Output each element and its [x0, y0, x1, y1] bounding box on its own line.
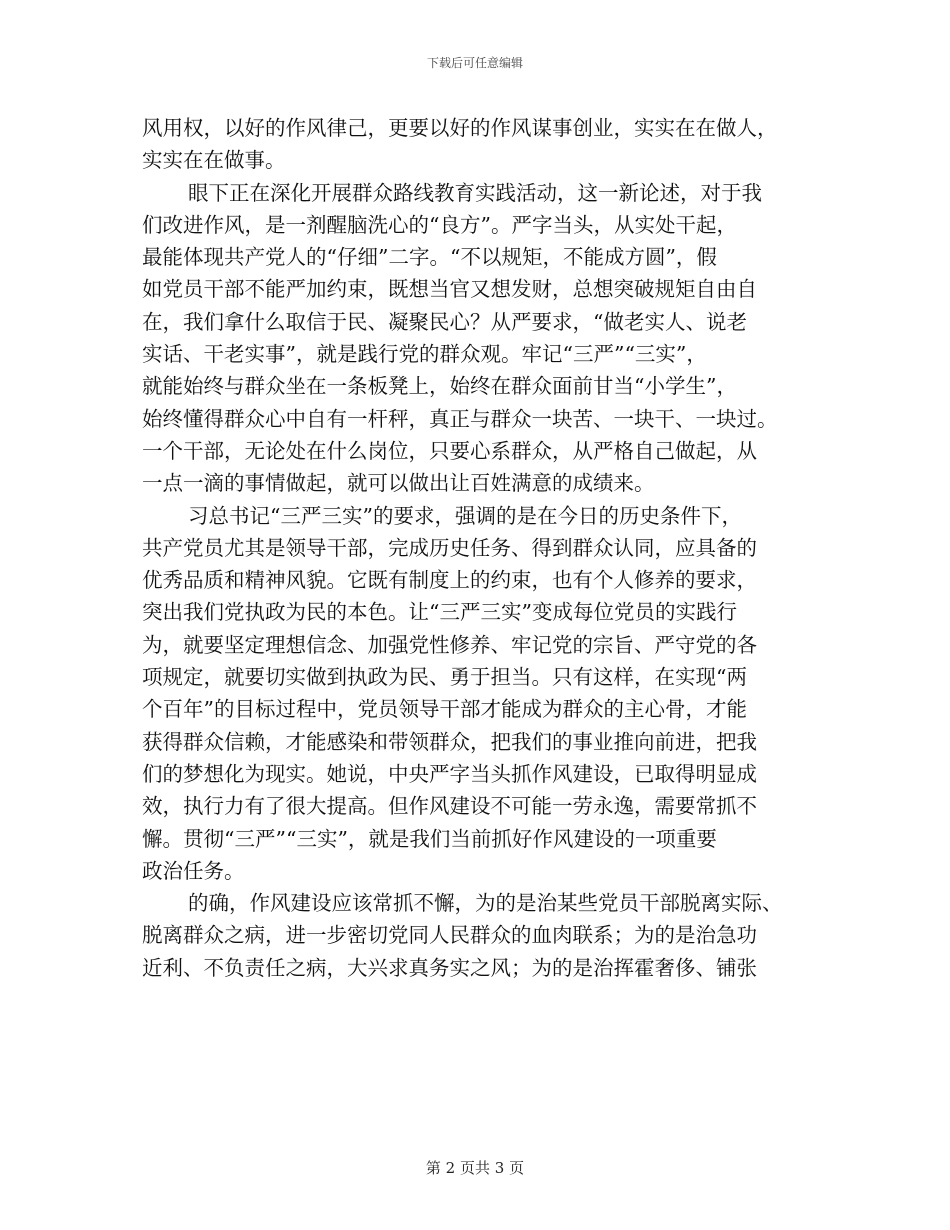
body-text	[142, 112, 812, 984]
text-line: 始终懂得群众心中自有一杆秤，真正与群众一块苦、一块干、一块过。	[142, 406, 778, 431]
text-line: 政治任务。	[142, 858, 245, 883]
text-line: 共产党员尤其是领导干部，完成历史任务、得到群众认同，应具备的	[142, 535, 757, 560]
text-line: 一点一滴的事情做起，就可以做出让百姓满意的成绩来。	[142, 471, 655, 496]
text-line: 一个干部，无论处在什么岗位，只要心系群众，从严格自己做起，从	[142, 438, 757, 463]
text-line: 实话、干老实事”，就是践行党的群众观。牢记“三严”“三实”，	[142, 342, 707, 367]
text-line: 最能体现共产党人的“仔细”二字。“不以规矩，不能成方圆”，假	[142, 245, 717, 270]
text-line: 个百年”的目标过程中，党员领导干部才能成为群众的主心骨，才能	[142, 697, 747, 722]
text-line: 懈。贯彻“三严”“三实”，就是我们当前抓好作风建设的一项重要	[142, 826, 717, 851]
text-line: 获得群众信赖，才能感染和带领群众，把我们的事业推向前进，把我	[142, 729, 757, 754]
page-number: 第 2 页共 3 页	[425, 1159, 525, 1177]
text-line: 为，就要坚定理想信念、加强党性修养、牢记党的宗旨、严守党的各	[142, 632, 757, 657]
paragraph-start-line: 的确，作风建设应该常抓不懈，为的是治某些党员干部脱离实际、	[188, 891, 783, 916]
text-line: 风用权，以好的作风律己，更要以好的作风谋事创业，实实在在做人，	[142, 116, 778, 140]
text-line: 们的梦想化为现实。她说，中央严字当头抓作风建设，已取得明显成	[142, 761, 757, 786]
paragraph-start-line: 习总书记“三严三实”的要求，强调的是在今日的历史条件下，	[188, 503, 742, 528]
text-line: 如党员干部不能严加约束，既想当官又想发财，总想突破规矩自由自	[142, 277, 757, 302]
text-line: 们改进作风，是一剂醒脑洗心的“良方”。严字当头，从实处干起，	[142, 212, 737, 237]
text-line: 在，我们拿什么取信于民、凝聚民心？从严要求，“做老实人、说老	[142, 309, 747, 334]
text-line: 效，执行力有了很大提高。但作风建设不可能一劳永逸，需要常抓不	[142, 794, 757, 819]
text-line: 近利、不负责任之病，大兴求真务实之风；为的是治挥霍奢侈、铺张	[142, 955, 757, 980]
paragraph-start-line: 眼下正在深化开展群众路线教育实践活动，这一新论述，对于我	[188, 180, 762, 205]
page-header: 下载后可任意编辑	[426, 56, 523, 70]
text-line: 脱离群众之病，进一步密切党同人民群众的血肉联系；为的是治急功	[142, 923, 757, 948]
text-line: 就能始终与群众坐在一条板凳上，始终在群众面前甘当“小学生”，	[142, 374, 737, 399]
text-line: 项规定，就要切实做到执政为民、勇于担当。只有这样，在实现“两	[142, 665, 747, 690]
text-line: 突出我们党执政为民的本色。让“三严三实”变成每位党员的实践行	[142, 600, 737, 625]
text-line: 实实在在做事。	[142, 148, 286, 173]
text-line: 优秀品质和精神风貌。它既有制度上的约束，也有个人修养的要求，	[142, 568, 757, 593]
